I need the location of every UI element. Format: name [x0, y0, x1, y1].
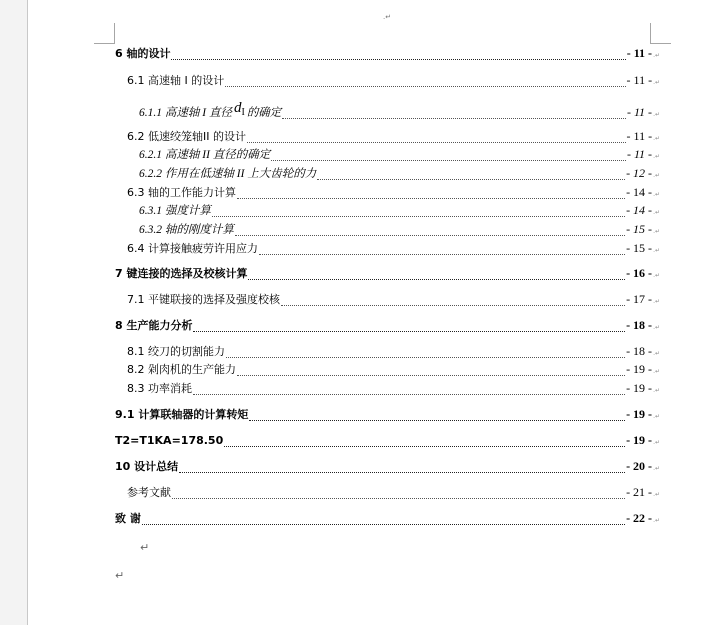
toc-entry-label: 6.1.1 高速轴 I 直径 dI 的确定: [139, 100, 282, 119]
paragraph-mark-icon: .↵: [653, 413, 660, 420]
paragraph-mark-icon: ↵: [140, 541, 150, 554]
toc-entry[interactable]: [139, 203, 660, 220]
toc-entry-label: 参考文献: [127, 486, 171, 499]
toc-entry[interactable]: [127, 381, 660, 398]
dot-leader: [235, 235, 625, 236]
paragraph-mark-icon: .↵: [653, 172, 660, 179]
dot-leader: [247, 142, 626, 143]
toc-entry[interactable]: [115, 266, 660, 283]
paragraph-mark-icon: .↵: [653, 465, 660, 472]
dot-leader: [193, 331, 625, 332]
math-symbol: d: [233, 100, 242, 116]
toc-entry-label: T2=T1KA=178.50: [115, 434, 224, 447]
toc-page-number: - 11 -: [626, 147, 653, 161]
toc-entry-label: 6.1 高速轴 I 的设计: [127, 74, 225, 87]
toc-entry[interactable]: [115, 511, 660, 528]
paragraph-mark-icon: .↵: [653, 387, 660, 394]
dot-leader: [179, 472, 625, 473]
toc-page-number: - 16 -: [626, 266, 653, 280]
paragraph-mark-icon: .↵: [653, 517, 660, 524]
toc-page-number: - 11 -: [626, 105, 653, 119]
toc-page-number: - 11 -: [626, 46, 653, 60]
toc-entry-label: 10 设计总结: [115, 460, 179, 473]
toc-entry-label: 8.2 剁肉机的生产能力: [127, 363, 236, 376]
toc-page-number: - 17 -: [626, 292, 653, 306]
dot-leader: [172, 498, 625, 499]
dot-leader: [171, 59, 625, 60]
math-subscript: I: [241, 107, 245, 118]
dot-leader: [249, 420, 625, 421]
toc-entry-label: 6.2.1 高速轴 II 直径的确定: [139, 149, 271, 161]
toc-entry-label: 8.3 功率消耗: [127, 382, 192, 395]
dot-leader: [212, 216, 625, 217]
toc-entry[interactable]: [139, 166, 660, 183]
paragraph-mark-icon: .↵: [653, 491, 660, 498]
toc-entry[interactable]: [139, 100, 660, 122]
toc-entry-label: 8.1 绞刀的切割能力: [127, 345, 225, 358]
paragraph-mark-icon: .↵: [653, 191, 660, 198]
dot-leader: [317, 179, 625, 180]
toc-page-number: - 19 -: [626, 381, 653, 395]
toc-page-number: - 20 -: [626, 459, 653, 473]
toc-entry[interactable]: [127, 185, 660, 202]
toc-entry-label: 7 键连接的选择及校核计算: [115, 267, 248, 280]
toc-entry-label: 7.1 平键联接的选择及强度校核: [127, 293, 280, 306]
paragraph-mark-icon: .↵: [653, 79, 660, 86]
toc-entry-label: 致 谢: [115, 512, 141, 525]
toc-entry-label: 6.2.2 作用在低速轴 II 上大齿轮的力: [139, 168, 317, 180]
left-gutter: [0, 0, 28, 625]
toc-page-number: - 11 -: [626, 129, 653, 143]
paragraph-mark-icon: .↵: [653, 298, 660, 305]
paragraph-mark-icon: .↵: [653, 350, 660, 357]
toc-page-number: - 18 -: [626, 344, 653, 358]
paragraph-mark-icon: .↵: [653, 368, 660, 375]
dot-leader: [193, 394, 625, 395]
dot-leader: [224, 446, 625, 447]
toc-page-number: - 19 -: [626, 362, 653, 376]
crop-mark-top-right: [650, 23, 671, 44]
dot-leader: [281, 305, 625, 306]
paragraph-mark-icon: .↵: [653, 135, 660, 142]
toc-page-number: - 14 -: [626, 203, 653, 217]
toc-entry-label: 6.3 轴的工作能力计算: [127, 186, 236, 199]
toc-entry[interactable]: [127, 362, 660, 379]
toc-entry[interactable]: [127, 73, 660, 90]
toc-entry[interactable]: [127, 292, 660, 309]
toc-page-number: - 11 -: [626, 73, 653, 87]
toc-entry-label: 9.1 计算联轴器的计算转矩: [115, 408, 249, 421]
toc-page-number: - 12 -: [626, 166, 653, 180]
toc-entry-label: 6 轴的设计: [115, 47, 171, 60]
dot-leader: [282, 118, 626, 119]
toc-page-number: - 14 -: [626, 185, 653, 199]
toc-entry-label: 6.3.2 轴的刚度计算: [139, 224, 234, 236]
toc-page-number: - 19 -: [626, 407, 653, 421]
toc-entry-label: 6.2 低速绞笼轴II 的设计: [127, 130, 246, 143]
toc-page-number: - 21 -: [626, 485, 653, 499]
paragraph-mark-icon: .↵: [653, 247, 660, 254]
dot-leader: [225, 86, 625, 87]
dot-leader: [237, 375, 625, 376]
paragraph-mark-icon: .↵: [653, 153, 660, 160]
toc-entry[interactable]: [139, 147, 660, 164]
paragraph-mark-icon: .↵: [653, 52, 660, 59]
toc-entry[interactable]: [127, 241, 660, 258]
toc-page-number: - 19 -: [626, 433, 653, 447]
crop-mark-top-left: [94, 23, 115, 44]
dot-leader: [142, 524, 625, 525]
toc-entry-label: 6.3.1 强度计算: [139, 205, 211, 217]
paragraph-mark-icon: .↵: [653, 209, 660, 216]
toc-entry[interactable]: [115, 46, 660, 63]
header-paragraph-mark: .↵: [383, 13, 392, 21]
dot-leader: [248, 279, 625, 280]
toc-entry-label: 6.4 计算接触疲劳许用应力: [127, 242, 258, 255]
dot-leader: [226, 357, 625, 358]
dot-leader: [237, 198, 625, 199]
toc-entry-label: 8 生产能力分析: [115, 319, 193, 332]
paragraph-mark-icon: .↵: [653, 324, 660, 331]
toc-entry[interactable]: [115, 318, 660, 335]
paragraph-mark-icon: .↵: [653, 272, 660, 279]
toc-page-number: - 15 -: [626, 241, 653, 255]
toc-entry[interactable]: [127, 129, 660, 146]
dot-leader: [271, 160, 626, 161]
toc-page-number: - 22 -: [626, 511, 653, 525]
toc-entry[interactable]: [127, 344, 660, 361]
paragraph-mark-icon: .↵: [653, 228, 660, 235]
toc-entry[interactable]: [115, 459, 660, 476]
toc-entry[interactable]: [115, 407, 660, 424]
toc-page-number: - 15 -: [626, 222, 653, 236]
toc-entry[interactable]: [127, 485, 660, 502]
toc-page-number: - 18 -: [626, 318, 653, 332]
paragraph-mark-icon: .↵: [653, 439, 660, 446]
dot-leader: [259, 254, 625, 255]
paragraph-mark-icon: ↵: [115, 569, 125, 582]
toc-entry[interactable]: [115, 433, 660, 450]
paragraph-mark-icon: .↵: [653, 111, 660, 118]
toc-entry[interactable]: [139, 222, 660, 239]
document-page[interactable]: [28, 0, 718, 625]
